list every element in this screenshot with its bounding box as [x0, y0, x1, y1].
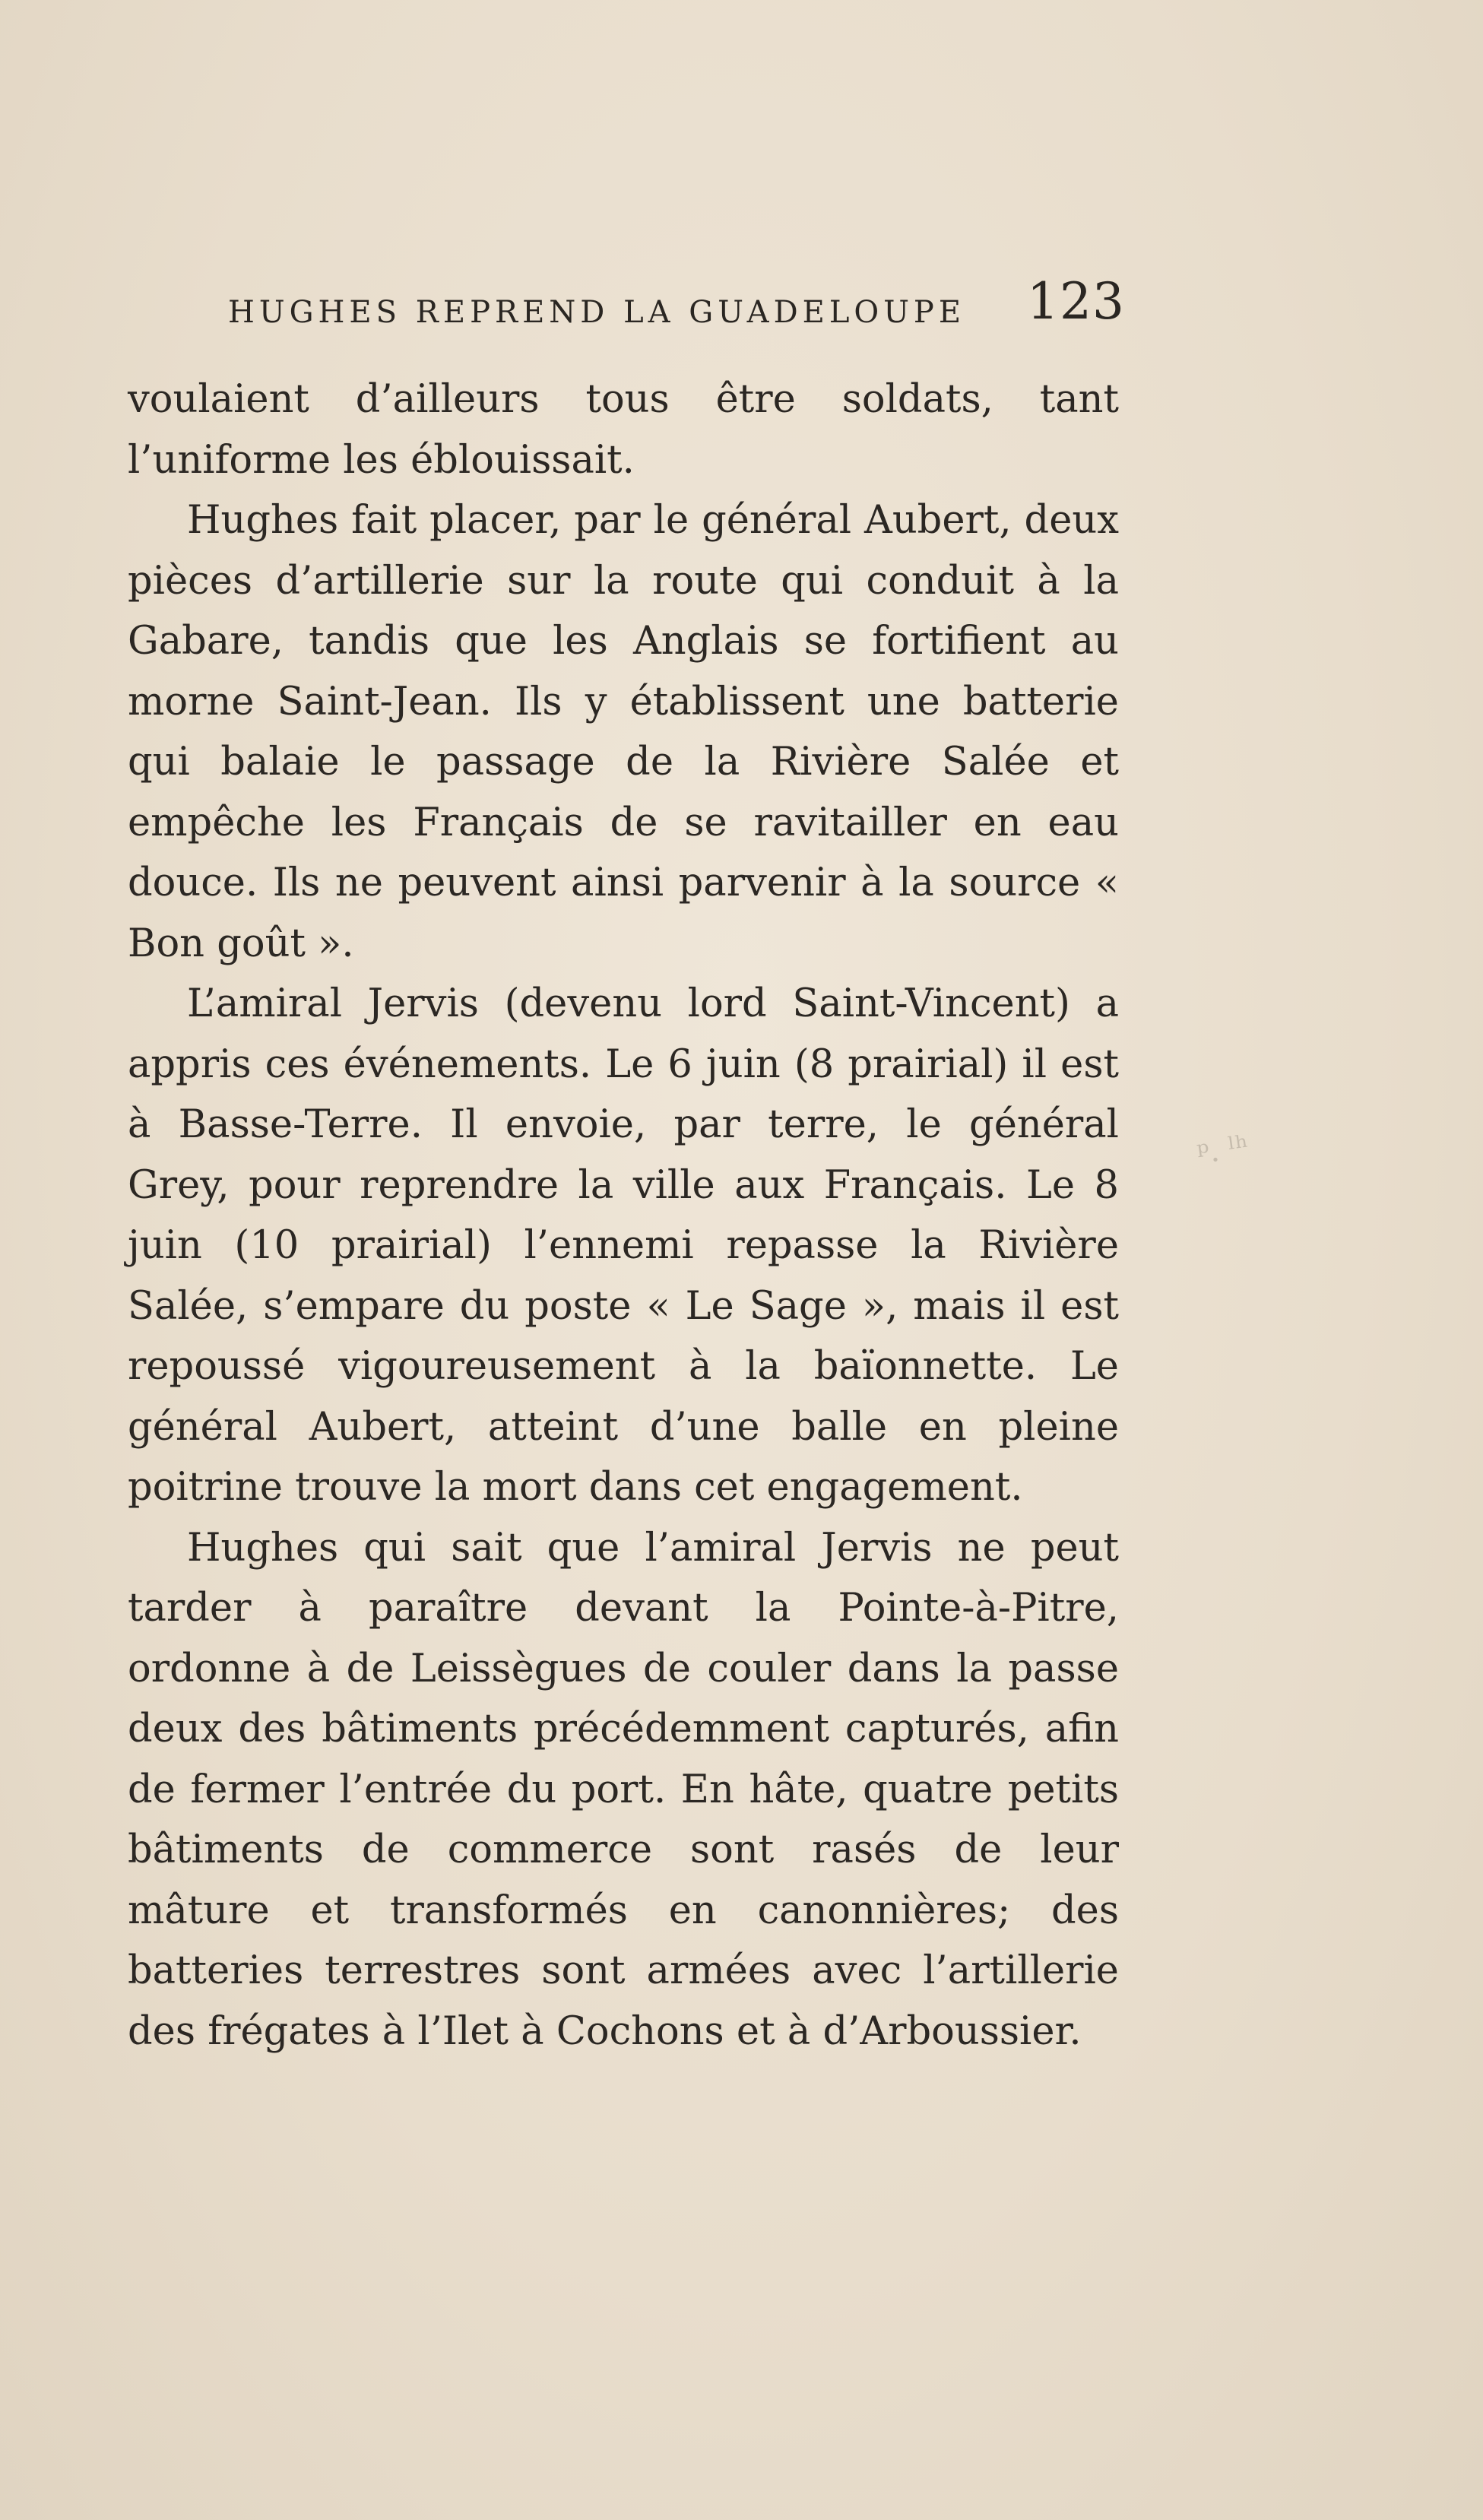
- page-number: 123: [1027, 272, 1125, 331]
- faint-margin-note: ᵖ. ˡʰ: [1195, 1129, 1252, 1171]
- paragraph-2: Hughes fait placer, par le général Aubert, deux pièces d’artillerie sur la route qui conduit à la Gabare, tandis que les Anglais se fortifient au morne Saint-Jean. Ils y établissent une batterie qui balaie le passage de la Rivière Salée et empêche les Français de se ravitailler en eau douce. Ils ne peuvent ainsi parvenir à la source « Bon goût ».: [128, 498, 1119, 966]
- running-head: HUGHES REPREND LA GUADELOUPE: [228, 295, 966, 330]
- paragraph-3: L’amiral Jervis (devenu lord Saint-Vincent) a appris ces événements. Le 6 juin (8 prairial) il est à Basse-Terre. Il envoie, par terre, le général Grey, pour reprendre la ville aux Français. Le 8 juin (10 prairial) l’ennemi repasse la Rivière Salée, s’empare du poste « Le Sage », mais il est repoussé vigoureusement à la baïonnette. Le général Aubert, atteint d’une balle en pleine poitrine trouve la mort dans cet engagement.: [128, 981, 1119, 1510]
- paragraph-4: Hughes qui sait que l’amiral Jervis ne peut tarder à paraître devant la Pointe-à-Pitre, ordonne à de Leissègues de couler dans la passe deux des bâtiments précédemment capturés, afin de fermer l’entrée du port. En hâte, quatre petits bâtiments de commerce sont rasés de leur mâture et transformés en canonnières; des batteries terrestres sont armées avec l’artillerie des frégates à l’Ilet à Cochons et à d’Arboussier.: [128, 1525, 1119, 2054]
- paragraph-1: voulaient d’ailleurs tous être soldats, tant l’uniforme les éblouissait.: [128, 377, 1119, 483]
- page-header: [228, 272, 1125, 341]
- body-text: [128, 369, 1119, 2062]
